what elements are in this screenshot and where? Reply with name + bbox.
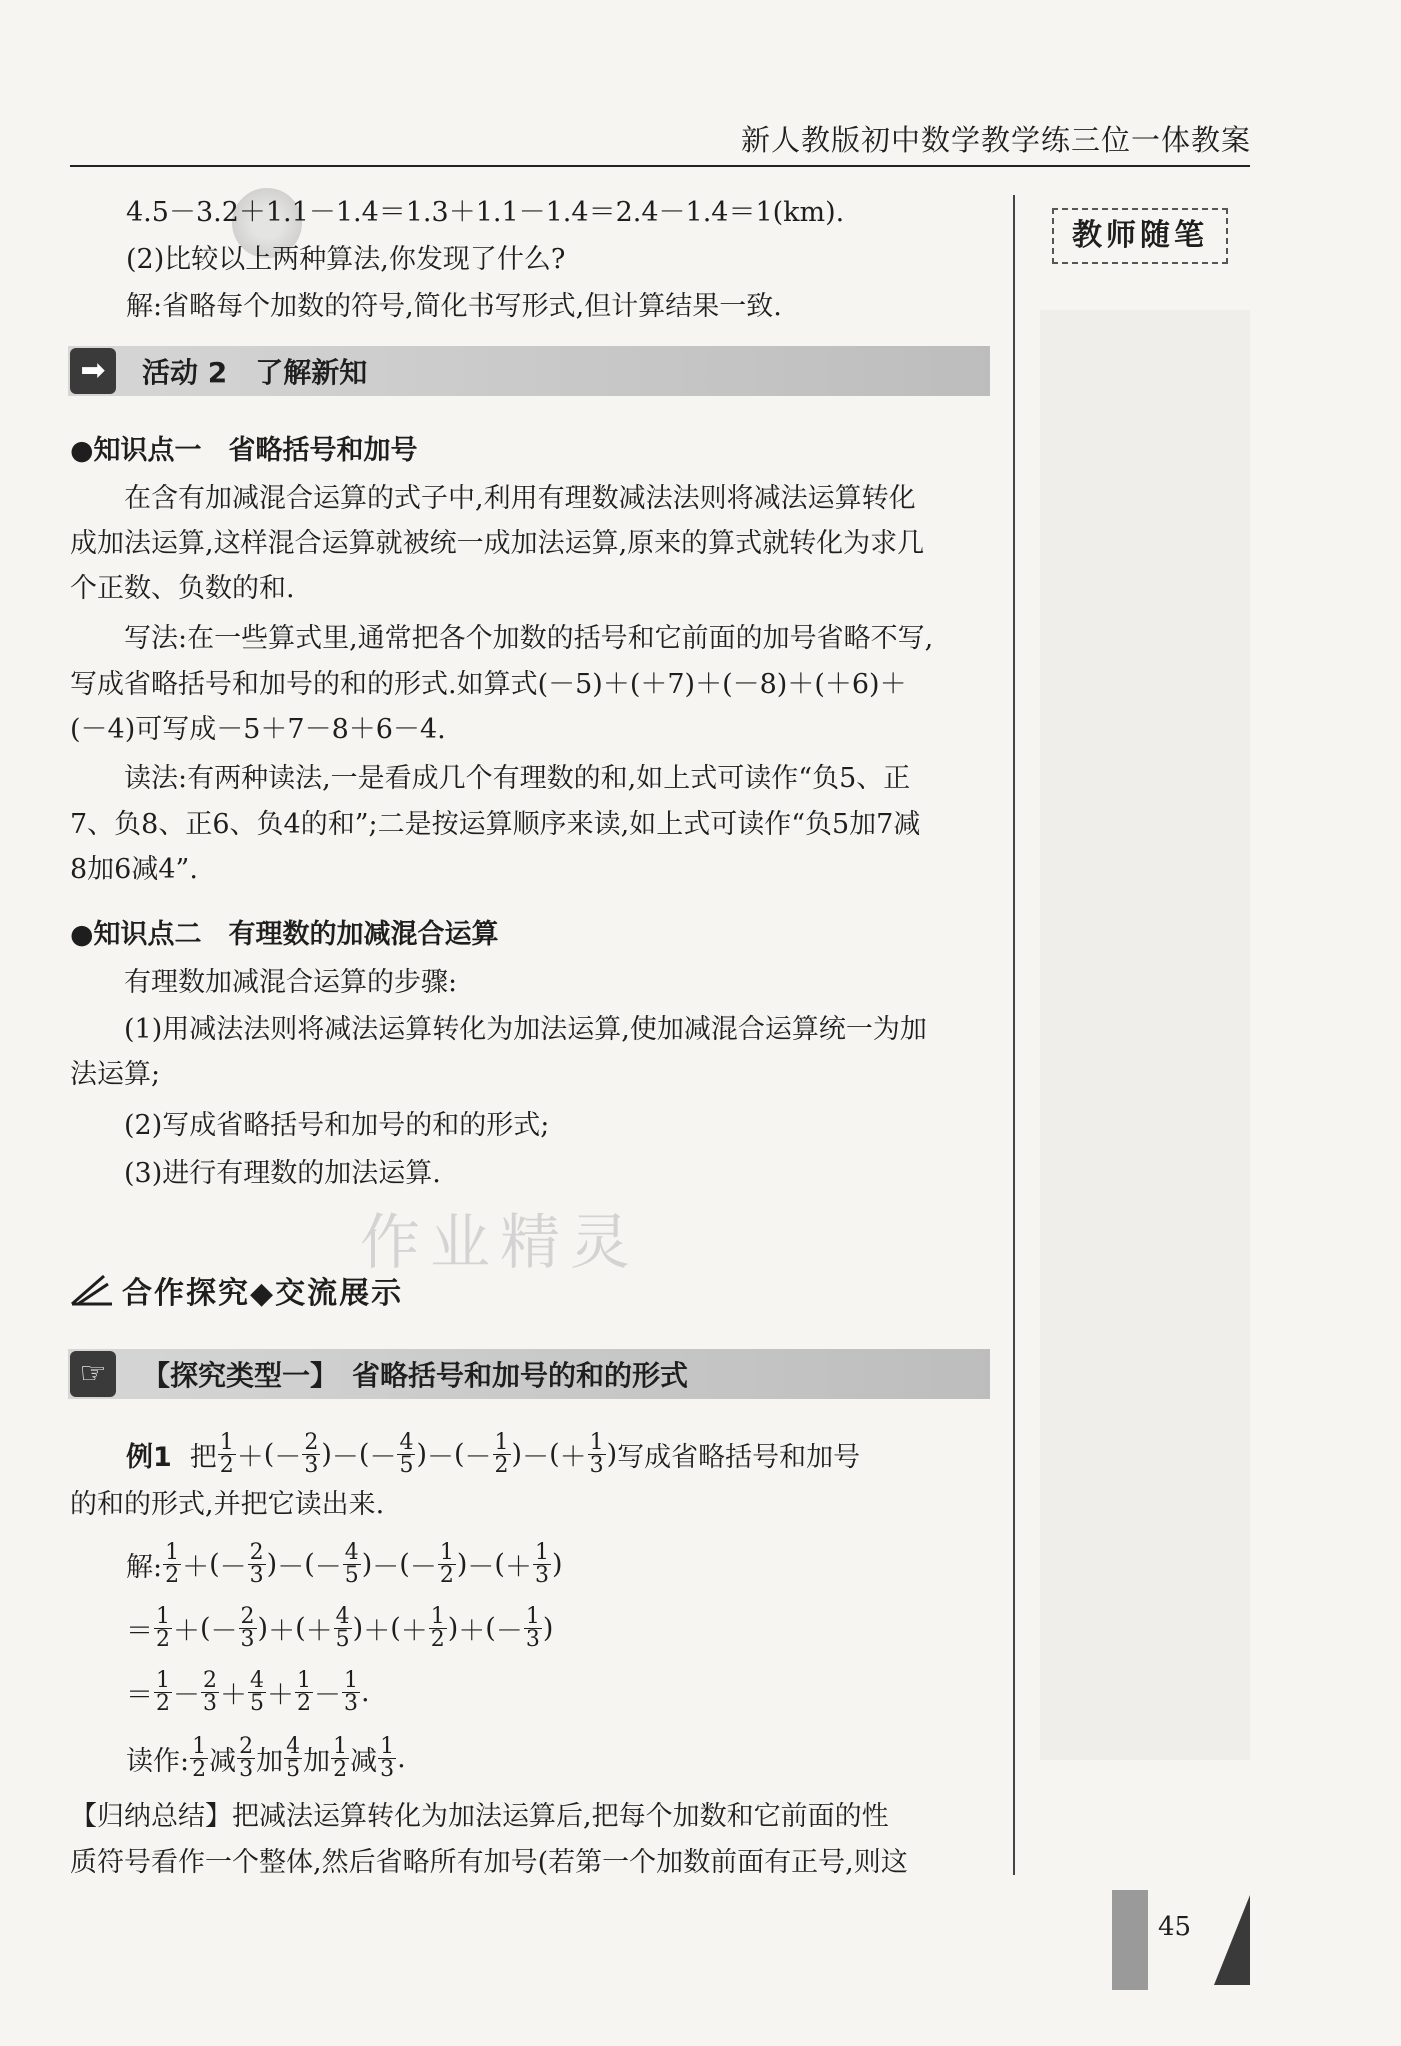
op: ) xyxy=(352,1612,364,1644)
teacher-notes-label: 教师随笔 xyxy=(1052,208,1228,264)
solution-line-1 xyxy=(126,1536,562,1592)
op: ＋ xyxy=(363,1615,391,1647)
op: － xyxy=(210,1615,238,1647)
numerator: 2 xyxy=(249,1539,264,1565)
numerator: 2 xyxy=(239,1733,254,1759)
denominator: 5 xyxy=(399,1452,414,1478)
denominator: 3 xyxy=(304,1452,319,1478)
fraction xyxy=(154,1667,172,1716)
fraction xyxy=(342,1667,360,1716)
numerator: 2 xyxy=(240,1603,255,1629)
op: － xyxy=(409,1551,437,1583)
op: ( xyxy=(399,1548,410,1580)
fraction xyxy=(201,1667,219,1716)
numerator: 1 xyxy=(297,1667,311,1693)
op: ( xyxy=(453,1438,465,1470)
fraction xyxy=(588,1429,606,1478)
fraction xyxy=(397,1429,415,1478)
denominator: 5 xyxy=(335,1626,350,1652)
op: － xyxy=(331,1441,359,1473)
watermark: 作业精灵 xyxy=(360,1208,640,1278)
kp2-line: (3)进行有理数的加法运算. xyxy=(70,1158,441,1189)
op: ) xyxy=(551,1548,563,1580)
numerator: 4 xyxy=(399,1429,414,1455)
op: － xyxy=(467,1551,495,1583)
op: ＋ xyxy=(458,1615,486,1647)
solution-label: 解: xyxy=(126,1551,163,1583)
denominator: 3 xyxy=(525,1626,540,1652)
page-number-tab xyxy=(1112,1890,1148,1990)
numerator: 1 xyxy=(344,1667,358,1693)
kp1-p2-line: 写法:在一些算式里,通常把各个加数的括号和它前面的加号省略不写, xyxy=(70,623,934,654)
intro-line-3: 解:省略每个加数的符号,简化书写形式,但计算结果一致. xyxy=(126,291,782,322)
kp1-p2-line: (－4)可写成－5＋7－8＋6－4. xyxy=(70,714,446,745)
op: ) xyxy=(361,1548,373,1580)
op: － xyxy=(314,1551,342,1583)
op: ＝ xyxy=(126,1615,153,1647)
op: ( xyxy=(304,1548,315,1580)
fraction xyxy=(343,1539,361,1588)
type-1-label: 【探究类型一】 省略括号和加号的和的形式 xyxy=(142,1359,689,1392)
kp2-line: 有理数加减混合运算的步骤: xyxy=(70,967,458,998)
column-divider xyxy=(1013,195,1015,1875)
fraction xyxy=(493,1429,511,1478)
op: ＋ xyxy=(268,1615,296,1647)
op: ) xyxy=(542,1612,554,1644)
fraction xyxy=(334,1603,352,1652)
kp1-p1-line: 在含有加减混合运算的式子中,利用有理数减法法则将减法运算转化 xyxy=(70,483,916,514)
arrow-right-icon: ➡ xyxy=(70,348,116,394)
op: ( xyxy=(358,1438,370,1470)
fraction xyxy=(331,1733,349,1782)
section-heading xyxy=(68,1268,403,1312)
fraction xyxy=(284,1733,302,1782)
fraction xyxy=(237,1733,255,1782)
op: － xyxy=(464,1441,492,1473)
numerator: 1 xyxy=(439,1539,454,1565)
kp1-p3-line: 7、负8、正6、负4的和”;二是按运算顺序来读,如上式可读作“负5加7减 xyxy=(70,809,921,840)
page-number: 45 xyxy=(1158,1912,1192,1942)
numerator: 4 xyxy=(344,1539,359,1565)
op: ＋ xyxy=(173,1615,200,1647)
op: － xyxy=(277,1551,305,1583)
op: ＋ xyxy=(236,1441,264,1473)
denominator: 2 xyxy=(297,1690,311,1716)
op: ( xyxy=(263,1438,275,1470)
op: ＋ xyxy=(182,1551,210,1583)
fraction xyxy=(378,1733,396,1782)
op: . xyxy=(397,1742,406,1774)
header-title: 新人教版初中数学教学练三位一体教案 xyxy=(740,123,1251,157)
denominator: 5 xyxy=(344,1562,359,1588)
summary-line-1: 【归纳总结】把减法运算转化为加法运算后,把每个加数和它前面的性 xyxy=(70,1801,889,1832)
solution-line-3 xyxy=(126,1664,370,1720)
numerator: 1 xyxy=(165,1539,180,1565)
op: － xyxy=(495,1615,523,1647)
denominator: 2 xyxy=(165,1562,180,1588)
numerator: 1 xyxy=(534,1539,549,1565)
fraction xyxy=(429,1603,447,1652)
activity-2-label: 活动 2 了解新知 xyxy=(142,356,368,389)
op: － xyxy=(369,1441,397,1473)
kp1-p2-line: 写成省略括号和加号的和的形式.如算式(－5)＋(＋7)＋(－8)＋(＋6)＋ xyxy=(70,669,907,700)
op: ＝ xyxy=(126,1679,153,1711)
numerator: 2 xyxy=(304,1429,319,1455)
op: ( xyxy=(390,1612,401,1644)
numerator: 1 xyxy=(589,1429,604,1455)
denominator: 3 xyxy=(239,1756,254,1782)
numerator: 4 xyxy=(286,1733,301,1759)
op: ) xyxy=(266,1548,278,1580)
numerator: 1 xyxy=(380,1733,395,1759)
op: ＋ xyxy=(504,1551,532,1583)
op: ( xyxy=(494,1548,505,1580)
denominator: 3 xyxy=(203,1690,217,1716)
op: ( xyxy=(295,1612,306,1644)
numerator: 4 xyxy=(250,1667,264,1693)
op: ) xyxy=(511,1438,523,1470)
fraction xyxy=(218,1429,236,1478)
op: ) xyxy=(321,1438,332,1470)
op: － xyxy=(219,1551,247,1583)
fraction xyxy=(163,1539,181,1588)
op: ) xyxy=(606,1438,618,1470)
op: ＋ xyxy=(267,1679,294,1711)
numerator: 1 xyxy=(156,1603,170,1629)
denominator: 5 xyxy=(250,1690,264,1716)
denominator: 3 xyxy=(240,1626,255,1652)
numerator: 1 xyxy=(494,1429,509,1455)
fraction xyxy=(239,1603,257,1652)
op: . xyxy=(361,1676,370,1708)
op: ( xyxy=(209,1548,220,1580)
kp2-title: ●知识点二 有理数的加减混合运算 xyxy=(70,919,499,950)
reading-label: 读作: xyxy=(126,1745,190,1777)
fraction xyxy=(154,1603,172,1652)
fraction xyxy=(295,1667,313,1716)
op: ( xyxy=(549,1438,560,1470)
pen-icon xyxy=(68,1270,114,1310)
denominator: 2 xyxy=(439,1562,454,1588)
intro-line-2: (2)比较以上两种算法,你发现了什么? xyxy=(126,244,566,275)
op: ＋ xyxy=(305,1615,333,1647)
fraction xyxy=(524,1603,542,1652)
op: － xyxy=(372,1551,400,1583)
op: ＋ xyxy=(220,1679,247,1711)
denominator: 2 xyxy=(333,1756,348,1782)
fraction xyxy=(302,1429,320,1478)
op: ( xyxy=(200,1612,211,1644)
summary-line-2: 质符号看作一个整体,然后省略所有加号(若第一个加数前面有正号,则这 xyxy=(70,1847,908,1878)
op: ) xyxy=(456,1548,468,1580)
numerator: 1 xyxy=(430,1603,445,1629)
op: ) xyxy=(447,1612,459,1644)
denominator: 3 xyxy=(380,1756,395,1782)
fraction xyxy=(190,1733,208,1782)
numerator: 1 xyxy=(219,1429,234,1455)
header-rule xyxy=(70,165,1250,167)
op: ) xyxy=(257,1612,269,1644)
text: 写成省略括号和加号 xyxy=(617,1441,861,1473)
kp1-title: ●知识点一 省略括号和加号 xyxy=(70,435,418,466)
denominator: 2 xyxy=(192,1756,207,1782)
example-line-2: 的和的形式,并把它读出来. xyxy=(70,1489,385,1520)
fraction xyxy=(533,1539,551,1588)
kp2-line: (1)用减法法则将减法运算转化为加法运算,使加减混合运算统一为加 xyxy=(70,1014,927,1045)
denominator: 2 xyxy=(219,1452,234,1478)
bleed-through-block xyxy=(1040,310,1250,1760)
fraction xyxy=(248,1667,266,1716)
section-title: 合作探究◆交流展示 xyxy=(122,1276,404,1311)
op: ( xyxy=(485,1612,496,1644)
example-label: 例1 xyxy=(126,1441,172,1473)
kp1-p3-line: 读法:有两种读法,一是看成几个有理数的和,如上式可读作“负5、正 xyxy=(70,763,911,794)
type-1-bar xyxy=(68,1349,990,1399)
op: ＋ xyxy=(400,1615,428,1647)
op: ＋ xyxy=(559,1441,587,1473)
numerator: 1 xyxy=(156,1667,170,1693)
op: － xyxy=(522,1441,550,1473)
denominator: 2 xyxy=(494,1452,509,1478)
denominator: 3 xyxy=(344,1690,358,1716)
denominator: 2 xyxy=(430,1626,445,1652)
op: － xyxy=(426,1441,454,1473)
denominator: 3 xyxy=(249,1562,264,1588)
kp2-line: 法运算; xyxy=(70,1059,161,1090)
kp2-line: (2)写成省略括号和加号的和的形式; xyxy=(70,1110,550,1141)
denominator: 3 xyxy=(589,1452,604,1478)
op: － xyxy=(274,1441,302,1473)
text: 把 xyxy=(189,1441,217,1473)
example-1-line xyxy=(126,1426,860,1482)
fraction xyxy=(248,1539,266,1588)
numerator: 1 xyxy=(192,1733,207,1759)
word: 减 xyxy=(209,1745,237,1777)
denominator: 3 xyxy=(534,1562,549,1588)
op: － xyxy=(314,1679,341,1711)
numerator: 1 xyxy=(333,1733,348,1759)
numerator: 4 xyxy=(335,1603,350,1629)
fraction xyxy=(438,1539,456,1588)
reading-line xyxy=(126,1730,406,1786)
denominator: 2 xyxy=(156,1626,170,1652)
word: 加 xyxy=(256,1745,284,1777)
denominator: 2 xyxy=(156,1690,170,1716)
kp1-p1-line: 个正数、负数的和. xyxy=(70,573,295,604)
intro-line-1: 4.5－3.2＋1.1－1.4＝1.3＋1.1－1.4＝2.4－1.4＝1(km). xyxy=(126,197,845,228)
numerator: 1 xyxy=(525,1603,540,1629)
kp1-p1-line: 成加法运算,这样混合运算就被统一成加法运算,原来的算式就转化为求几 xyxy=(70,528,925,559)
word: 加 xyxy=(303,1745,331,1777)
word: 减 xyxy=(350,1745,378,1777)
activity-2-bar xyxy=(68,346,990,396)
op: － xyxy=(173,1679,200,1711)
denominator: 5 xyxy=(286,1756,301,1782)
op: ) xyxy=(416,1438,427,1470)
solution-line-2 xyxy=(126,1600,553,1656)
kp1-p3-line: 8加6减4”. xyxy=(70,854,198,885)
numerator: 2 xyxy=(203,1667,217,1693)
corner-triangle-icon xyxy=(1214,1895,1250,1985)
pointing-hand-icon: ☞ xyxy=(70,1351,116,1397)
